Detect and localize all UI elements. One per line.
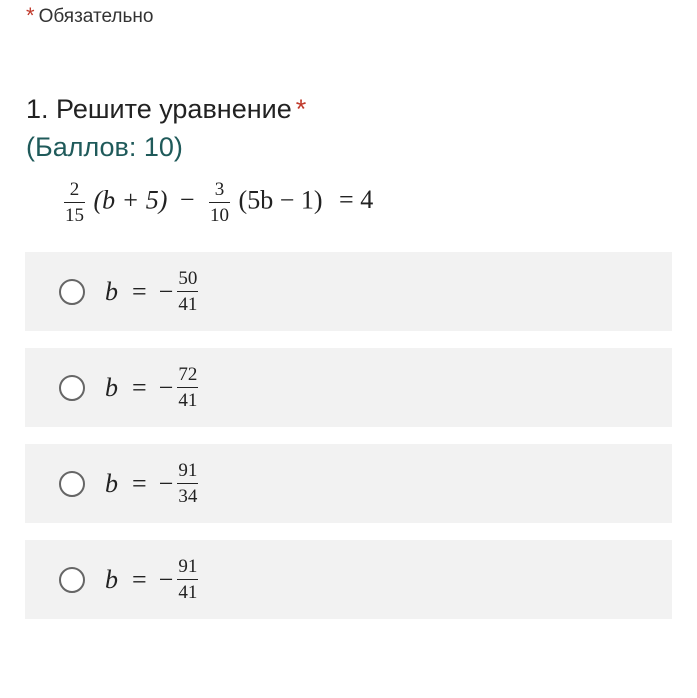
question-required-star: * — [295, 94, 307, 124]
question-points: (Баллов: 10) — [26, 132, 183, 162]
answer-option-2[interactable] — [25, 348, 672, 427]
option-expression — [105, 557, 200, 602]
equation-fraction-2 — [209, 180, 230, 225]
fraction-numerator: 72 — [178, 364, 198, 385]
option-sign: − — [158, 564, 174, 594]
equation-fraction-1 — [64, 180, 85, 225]
option-expression — [105, 269, 200, 314]
option-fraction — [177, 365, 198, 410]
answer-option-4[interactable] — [25, 540, 672, 619]
question-text: Решите уравнение — [56, 94, 292, 124]
fraction-denominator: 41 — [177, 579, 198, 602]
equation-rhs: = 4 — [339, 185, 374, 215]
option-equals: = — [132, 276, 147, 306]
option-expression — [105, 365, 200, 410]
answer-option-3[interactable] — [25, 444, 672, 523]
question-title — [26, 94, 306, 125]
option-variable: b — [105, 372, 118, 402]
option-sign: − — [158, 372, 174, 402]
option-variable: b — [105, 468, 118, 498]
answer-option-1[interactable] — [25, 252, 672, 331]
fraction-numerator: 91 — [178, 556, 198, 577]
radio-button[interactable] — [59, 279, 85, 305]
fraction-numerator: 3 — [214, 179, 225, 200]
radio-button[interactable] — [59, 567, 85, 593]
radio-button[interactable] — [59, 375, 85, 401]
option-variable: b — [105, 276, 118, 306]
equation-operator: − — [179, 185, 195, 215]
option-expression — [105, 461, 200, 506]
equation — [62, 180, 373, 225]
fraction-denominator: 41 — [177, 291, 198, 314]
option-sign: − — [158, 468, 174, 498]
fraction-denominator: 41 — [177, 387, 198, 410]
option-variable: b — [105, 564, 118, 594]
option-fraction — [177, 461, 198, 506]
radio-button[interactable] — [59, 471, 85, 497]
equation-group-1: (b + 5) — [93, 185, 168, 215]
option-equals: = — [132, 372, 147, 402]
fraction-denominator: 10 — [209, 202, 230, 225]
fraction-denominator: 15 — [64, 202, 85, 225]
option-fraction — [177, 269, 198, 314]
question-number: 1. — [26, 94, 49, 124]
option-sign: − — [158, 276, 174, 306]
fraction-numerator: 2 — [69, 179, 80, 200]
fraction-denominator: 34 — [177, 483, 198, 506]
required-star: * — [26, 3, 35, 28]
answer-options — [25, 252, 672, 636]
equation-group-2: (5b − 1) — [238, 185, 323, 215]
fraction-numerator: 50 — [178, 268, 198, 289]
required-note — [26, 3, 154, 32]
fraction-numerator: 91 — [178, 460, 198, 481]
option-fraction — [177, 557, 198, 602]
option-equals: = — [132, 564, 147, 594]
required-note-text: Обязательно — [38, 6, 154, 27]
option-equals: = — [132, 468, 147, 498]
